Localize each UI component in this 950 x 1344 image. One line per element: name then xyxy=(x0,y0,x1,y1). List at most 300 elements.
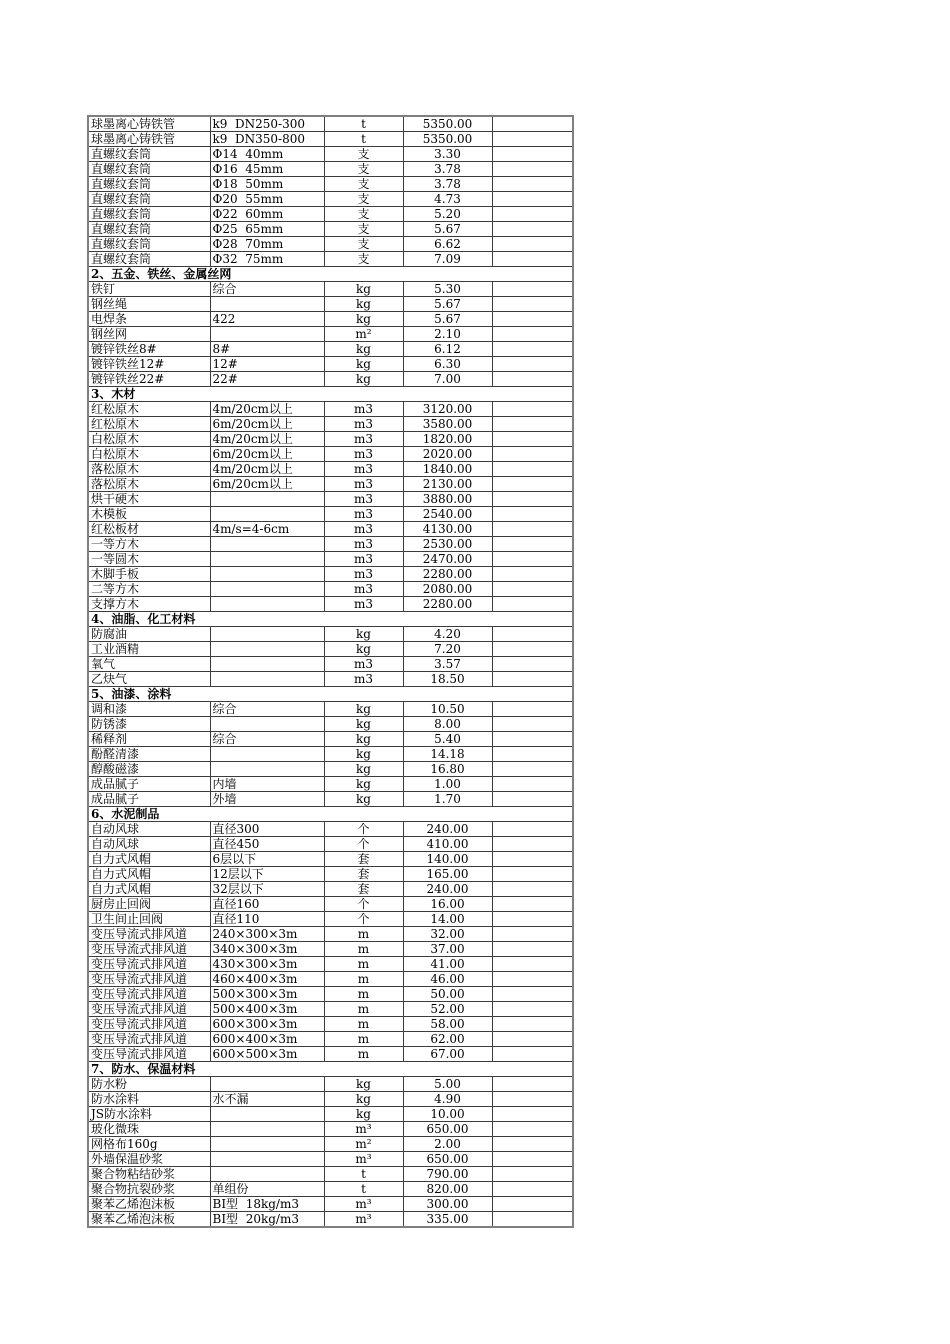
spec-cell: 240×300×3m xyxy=(210,927,324,942)
note-cell xyxy=(492,762,573,777)
material-name-cell: 自力式风帽 xyxy=(88,882,210,897)
unit-cell: kg xyxy=(324,342,403,357)
table-row xyxy=(88,462,573,477)
material-name-cell: 钢丝网 xyxy=(88,327,210,342)
spec-cell: 4m/20cm以上 xyxy=(210,432,324,447)
spec-cell xyxy=(210,582,324,597)
unit-cell: kg xyxy=(324,372,403,387)
table-row xyxy=(88,1137,573,1152)
spec-cell xyxy=(210,747,324,762)
unit-cell: 支 xyxy=(324,252,403,267)
spec-cell: 4m/20cm以上 xyxy=(210,462,324,477)
material-name-cell: 木模板 xyxy=(88,507,210,522)
unit-cell: m3 xyxy=(324,417,403,432)
spec-cell xyxy=(210,567,324,582)
spec-cell: Φ22 60mm xyxy=(210,207,324,222)
unit-cell: m xyxy=(324,1017,403,1032)
unit-cell: 支 xyxy=(324,147,403,162)
note-cell xyxy=(492,402,573,417)
table-row xyxy=(88,1122,573,1137)
unit-cell: m xyxy=(324,972,403,987)
unit-cell: 支 xyxy=(324,222,403,237)
price-cell: 2540.00 xyxy=(403,507,492,522)
unit-cell: 个 xyxy=(324,897,403,912)
table-row xyxy=(88,507,573,522)
spec-cell: 600×300×3m xyxy=(210,1017,324,1032)
unit-cell: 个 xyxy=(324,822,403,837)
material-name-cell: 聚苯乙烯泡沫板 xyxy=(88,1212,210,1228)
table-row xyxy=(88,897,573,912)
unit-cell: m² xyxy=(324,327,403,342)
spec-cell xyxy=(210,627,324,642)
spec-cell: 水不漏 xyxy=(210,1092,324,1107)
price-cell: 3880.00 xyxy=(403,492,492,507)
unit-cell: 支 xyxy=(324,192,403,207)
spec-cell xyxy=(210,1152,324,1167)
material-name-cell: 厨房止回阀 xyxy=(88,897,210,912)
table-row xyxy=(88,672,573,687)
note-cell xyxy=(492,627,573,642)
unit-cell: m xyxy=(324,1047,403,1062)
unit-cell: m³ xyxy=(324,1152,403,1167)
material-price-table xyxy=(87,115,574,1228)
spec-cell: BI型 20kg/m3 xyxy=(210,1212,324,1228)
unit-cell: m3 xyxy=(324,657,403,672)
note-cell xyxy=(492,282,573,297)
note-cell xyxy=(492,252,573,267)
unit-cell: t xyxy=(324,1182,403,1197)
unit-cell: kg xyxy=(324,297,403,312)
table-row xyxy=(88,582,573,597)
note-cell xyxy=(492,882,573,897)
note-cell xyxy=(492,777,573,792)
unit-cell: kg xyxy=(324,717,403,732)
price-cell: 5.67 xyxy=(403,297,492,312)
spec-cell: 600×400×3m xyxy=(210,1032,324,1047)
table-row xyxy=(88,162,573,177)
note-cell xyxy=(492,657,573,672)
note-cell xyxy=(492,1092,573,1107)
spec-cell: 直径160 xyxy=(210,897,324,912)
section-title: 7、防水、保温材料 xyxy=(88,1062,573,1077)
spec-cell xyxy=(210,597,324,612)
spec-cell: Φ16 45mm xyxy=(210,162,324,177)
note-cell xyxy=(492,1047,573,1062)
spec-cell: 500×400×3m xyxy=(210,1002,324,1017)
unit-cell: 个 xyxy=(324,912,403,927)
note-cell xyxy=(492,1122,573,1137)
note-cell xyxy=(492,327,573,342)
material-name-cell: 卫生间止回阀 xyxy=(88,912,210,927)
section-title: 2、五金、铁丝、金属丝网 xyxy=(88,267,573,282)
price-cell: 3.78 xyxy=(403,177,492,192)
unit-cell: m³ xyxy=(324,1197,403,1212)
spec-cell xyxy=(210,327,324,342)
table-row xyxy=(88,1032,573,1047)
unit-cell: kg xyxy=(324,627,403,642)
note-cell xyxy=(492,522,573,537)
table-row xyxy=(88,447,573,462)
table-row xyxy=(88,372,573,387)
table-row xyxy=(88,1077,573,1092)
price-cell: 5.67 xyxy=(403,312,492,327)
table-row xyxy=(88,342,573,357)
note-cell xyxy=(492,837,573,852)
note-cell xyxy=(492,237,573,252)
spec-cell: 单组份 xyxy=(210,1182,324,1197)
material-name-cell: 红松原木 xyxy=(88,417,210,432)
section-header-row xyxy=(88,1062,573,1077)
material-name-cell: 稀释剂 xyxy=(88,732,210,747)
price-cell: 1.00 xyxy=(403,777,492,792)
price-cell: 790.00 xyxy=(403,1167,492,1182)
unit-cell: t xyxy=(324,132,403,147)
note-cell xyxy=(492,1107,573,1122)
unit-cell: m³ xyxy=(324,1122,403,1137)
table-row xyxy=(88,627,573,642)
material-name-cell: 直螺纹套筒 xyxy=(88,222,210,237)
table-row xyxy=(88,1107,573,1122)
spec-cell xyxy=(210,552,324,567)
table-row xyxy=(88,1152,573,1167)
table-row xyxy=(88,792,573,807)
note-cell xyxy=(492,957,573,972)
note-cell xyxy=(492,207,573,222)
section-title: 4、油脂、化工材料 xyxy=(88,612,573,627)
note-cell xyxy=(492,222,573,237)
price-cell: 165.00 xyxy=(403,867,492,882)
table-row xyxy=(88,282,573,297)
note-cell xyxy=(492,642,573,657)
material-name-cell: 球墨离心铸铁管 xyxy=(88,116,210,132)
note-cell xyxy=(492,507,573,522)
spec-cell: Φ20 55mm xyxy=(210,192,324,207)
price-cell: 4130.00 xyxy=(403,522,492,537)
note-cell xyxy=(492,1032,573,1047)
material-name-cell: 木脚手板 xyxy=(88,567,210,582)
unit-cell: kg xyxy=(324,747,403,762)
spec-cell xyxy=(210,1122,324,1137)
table-row xyxy=(88,597,573,612)
spec-cell: 430×300×3m xyxy=(210,957,324,972)
material-name-cell: 变压导流式排风道 xyxy=(88,957,210,972)
price-cell: 3.30 xyxy=(403,147,492,162)
unit-cell: m3 xyxy=(324,552,403,567)
note-cell xyxy=(492,132,573,147)
spec-cell xyxy=(210,762,324,777)
price-cell: 5350.00 xyxy=(403,116,492,132)
spec-cell: 直径450 xyxy=(210,837,324,852)
note-cell xyxy=(492,447,573,462)
spec-cell: 6m/20cm以上 xyxy=(210,447,324,462)
note-cell xyxy=(492,822,573,837)
note-cell xyxy=(492,462,573,477)
material-name-cell: 酚醛清漆 xyxy=(88,747,210,762)
material-name-cell: 成品腻子 xyxy=(88,792,210,807)
material-name-cell: 直螺纹套筒 xyxy=(88,237,210,252)
table-row xyxy=(88,927,573,942)
material-name-cell: 自动风球 xyxy=(88,837,210,852)
note-cell xyxy=(492,747,573,762)
material-name-cell: 玻化微珠 xyxy=(88,1122,210,1137)
section-title: 6、水泥制品 xyxy=(88,807,573,822)
table-row xyxy=(88,1092,573,1107)
unit-cell: m3 xyxy=(324,432,403,447)
price-cell: 4.73 xyxy=(403,192,492,207)
table-row xyxy=(88,1167,573,1182)
price-cell: 2530.00 xyxy=(403,537,492,552)
unit-cell: kg xyxy=(324,642,403,657)
note-cell xyxy=(492,177,573,192)
table-row xyxy=(88,116,573,132)
price-cell: 7.20 xyxy=(403,642,492,657)
material-name-cell: 自动风球 xyxy=(88,822,210,837)
material-name-cell: 白松原木 xyxy=(88,432,210,447)
note-cell xyxy=(492,312,573,327)
note-cell xyxy=(492,1152,573,1167)
price-cell: 14.18 xyxy=(403,747,492,762)
table-row xyxy=(88,492,573,507)
price-cell: 3.78 xyxy=(403,162,492,177)
table-row xyxy=(88,222,573,237)
material-name-cell: 变压导流式排风道 xyxy=(88,987,210,1002)
table-row xyxy=(88,777,573,792)
unit-cell: kg xyxy=(324,1092,403,1107)
material-name-cell: 直螺纹套筒 xyxy=(88,147,210,162)
material-name-cell: 变压导流式排风道 xyxy=(88,1047,210,1062)
section-header-row xyxy=(88,687,573,702)
spec-cell: 460×400×3m xyxy=(210,972,324,987)
note-cell xyxy=(492,942,573,957)
table-row xyxy=(88,432,573,447)
note-cell xyxy=(492,552,573,567)
table-row xyxy=(88,717,573,732)
material-name-cell: 电焊条 xyxy=(88,312,210,327)
material-name-cell: 变压导流式排风道 xyxy=(88,927,210,942)
material-name-cell: 白松原木 xyxy=(88,447,210,462)
note-cell xyxy=(492,1167,573,1182)
spec-cell: 340×300×3m xyxy=(210,942,324,957)
material-name-cell: 落松原木 xyxy=(88,462,210,477)
table-row xyxy=(88,327,573,342)
note-cell xyxy=(492,567,573,582)
table-row xyxy=(88,177,573,192)
material-name-cell: 变压导流式排风道 xyxy=(88,1002,210,1017)
material-name-cell: 聚合物抗裂砂浆 xyxy=(88,1182,210,1197)
unit-cell: kg xyxy=(324,282,403,297)
unit-cell: kg xyxy=(324,702,403,717)
material-name-cell: 铁钉 xyxy=(88,282,210,297)
spec-cell xyxy=(210,642,324,657)
spec-cell: 12层以下 xyxy=(210,867,324,882)
material-name-cell: 聚合物粘结砂浆 xyxy=(88,1167,210,1182)
unit-cell: m xyxy=(324,927,403,942)
price-cell: 240.00 xyxy=(403,822,492,837)
note-cell xyxy=(492,357,573,372)
table-row xyxy=(88,1182,573,1197)
spec-cell: 内墙 xyxy=(210,777,324,792)
table-row xyxy=(88,1002,573,1017)
note-cell xyxy=(492,702,573,717)
material-name-cell: 钢丝绳 xyxy=(88,297,210,312)
unit-cell: m xyxy=(324,1002,403,1017)
spec-cell: 直径300 xyxy=(210,822,324,837)
spec-cell xyxy=(210,537,324,552)
price-cell: 67.00 xyxy=(403,1047,492,1062)
note-cell xyxy=(492,477,573,492)
unit-cell: 套 xyxy=(324,867,403,882)
section-title: 5、油漆、涂料 xyxy=(88,687,573,702)
table-row xyxy=(88,732,573,747)
note-cell xyxy=(492,672,573,687)
material-name-cell: 一等方木 xyxy=(88,537,210,552)
material-name-cell: 变压导流式排风道 xyxy=(88,1017,210,1032)
table-row xyxy=(88,747,573,762)
spec-cell: 32层以下 xyxy=(210,882,324,897)
material-name-cell: 镀锌铁丝8# xyxy=(88,342,210,357)
table-row xyxy=(88,762,573,777)
unit-cell: m3 xyxy=(324,537,403,552)
price-cell: 820.00 xyxy=(403,1182,492,1197)
price-cell: 5.20 xyxy=(403,207,492,222)
spec-cell xyxy=(210,297,324,312)
note-cell xyxy=(492,372,573,387)
spec-cell: 4m/20cm以上 xyxy=(210,402,324,417)
note-cell xyxy=(492,1137,573,1152)
spec-cell: 4m/s=4-6cm xyxy=(210,522,324,537)
note-cell xyxy=(492,192,573,207)
unit-cell: m3 xyxy=(324,492,403,507)
price-cell: 140.00 xyxy=(403,852,492,867)
spec-cell: Φ14 40mm xyxy=(210,147,324,162)
table-row xyxy=(88,657,573,672)
note-cell xyxy=(492,417,573,432)
spec-cell: BI型 18kg/m3 xyxy=(210,1197,324,1212)
unit-cell: m² xyxy=(324,1137,403,1152)
unit-cell: 套 xyxy=(324,882,403,897)
price-cell: 4.20 xyxy=(403,627,492,642)
price-cell: 10.50 xyxy=(403,702,492,717)
price-cell: 650.00 xyxy=(403,1152,492,1167)
spec-cell: 综合 xyxy=(210,732,324,747)
unit-cell: m3 xyxy=(324,567,403,582)
price-cell: 240.00 xyxy=(403,882,492,897)
material-name-cell: 防水粉 xyxy=(88,1077,210,1092)
material-name-cell: 变压导流式排风道 xyxy=(88,942,210,957)
price-cell: 4.90 xyxy=(403,1092,492,1107)
unit-cell: m xyxy=(324,942,403,957)
material-name-cell: 烘干硬木 xyxy=(88,492,210,507)
spec-cell xyxy=(210,657,324,672)
unit-cell: m³ xyxy=(324,1212,403,1228)
spec-cell: 22# xyxy=(210,372,324,387)
unit-cell: m3 xyxy=(324,402,403,417)
note-cell xyxy=(492,1077,573,1092)
price-cell: 18.50 xyxy=(403,672,492,687)
spec-cell xyxy=(210,1167,324,1182)
price-cell: 2080.00 xyxy=(403,582,492,597)
price-cell: 2280.00 xyxy=(403,567,492,582)
note-cell xyxy=(492,432,573,447)
spec-cell: 12# xyxy=(210,357,324,372)
unit-cell: m xyxy=(324,957,403,972)
table-row xyxy=(88,987,573,1002)
spec-cell: Φ25 65mm xyxy=(210,222,324,237)
table-row xyxy=(88,537,573,552)
spec-cell: 外墙 xyxy=(210,792,324,807)
spec-cell: 6m/20cm以上 xyxy=(210,477,324,492)
note-cell xyxy=(492,897,573,912)
note-cell xyxy=(492,1182,573,1197)
price-cell: 3120.00 xyxy=(403,402,492,417)
table-row xyxy=(88,552,573,567)
section-header-row xyxy=(88,807,573,822)
unit-cell: m3 xyxy=(324,597,403,612)
table-row xyxy=(88,1017,573,1032)
material-name-cell: 防水涂料 xyxy=(88,1092,210,1107)
material-name-cell: 红松原木 xyxy=(88,402,210,417)
price-cell: 50.00 xyxy=(403,987,492,1002)
material-name-cell: 自力式风帽 xyxy=(88,867,210,882)
unit-cell: 个 xyxy=(324,837,403,852)
table-row xyxy=(88,297,573,312)
price-cell: 2280.00 xyxy=(403,597,492,612)
price-cell: 1840.00 xyxy=(403,462,492,477)
material-name-cell: 成品腻子 xyxy=(88,777,210,792)
material-name-cell: 球墨离心铸铁管 xyxy=(88,132,210,147)
note-cell xyxy=(492,297,573,312)
price-cell: 41.00 xyxy=(403,957,492,972)
material-name-cell: 氧气 xyxy=(88,657,210,672)
table-row xyxy=(88,522,573,537)
price-cell: 7.09 xyxy=(403,252,492,267)
spec-cell xyxy=(210,507,324,522)
price-cell: 16.80 xyxy=(403,762,492,777)
unit-cell: kg xyxy=(324,312,403,327)
material-name-cell: 自力式风帽 xyxy=(88,852,210,867)
price-cell: 300.00 xyxy=(403,1197,492,1212)
table-row xyxy=(88,252,573,267)
table-row xyxy=(88,957,573,972)
spec-cell: 综合 xyxy=(210,702,324,717)
note-cell xyxy=(492,912,573,927)
price-cell: 7.00 xyxy=(403,372,492,387)
price-cell: 8.00 xyxy=(403,717,492,732)
unit-cell: m3 xyxy=(324,447,403,462)
note-cell xyxy=(492,972,573,987)
spec-cell: 6m/20cm以上 xyxy=(210,417,324,432)
price-cell: 1820.00 xyxy=(403,432,492,447)
unit-cell: m3 xyxy=(324,522,403,537)
note-cell xyxy=(492,987,573,1002)
price-cell: 2130.00 xyxy=(403,477,492,492)
spec-cell: 6层以下 xyxy=(210,852,324,867)
price-cell: 5.67 xyxy=(403,222,492,237)
note-cell xyxy=(492,537,573,552)
table-row xyxy=(88,882,573,897)
table-row xyxy=(88,852,573,867)
unit-cell: m xyxy=(324,987,403,1002)
table-row xyxy=(88,867,573,882)
price-cell: 58.00 xyxy=(403,1017,492,1032)
spec-cell: 8# xyxy=(210,342,324,357)
material-name-cell: 直螺纹套筒 xyxy=(88,192,210,207)
price-cell: 3580.00 xyxy=(403,417,492,432)
spec-cell: k9 DN350-800 xyxy=(210,132,324,147)
table-row xyxy=(88,237,573,252)
table-row xyxy=(88,357,573,372)
spec-cell: 600×500×3m xyxy=(210,1047,324,1062)
